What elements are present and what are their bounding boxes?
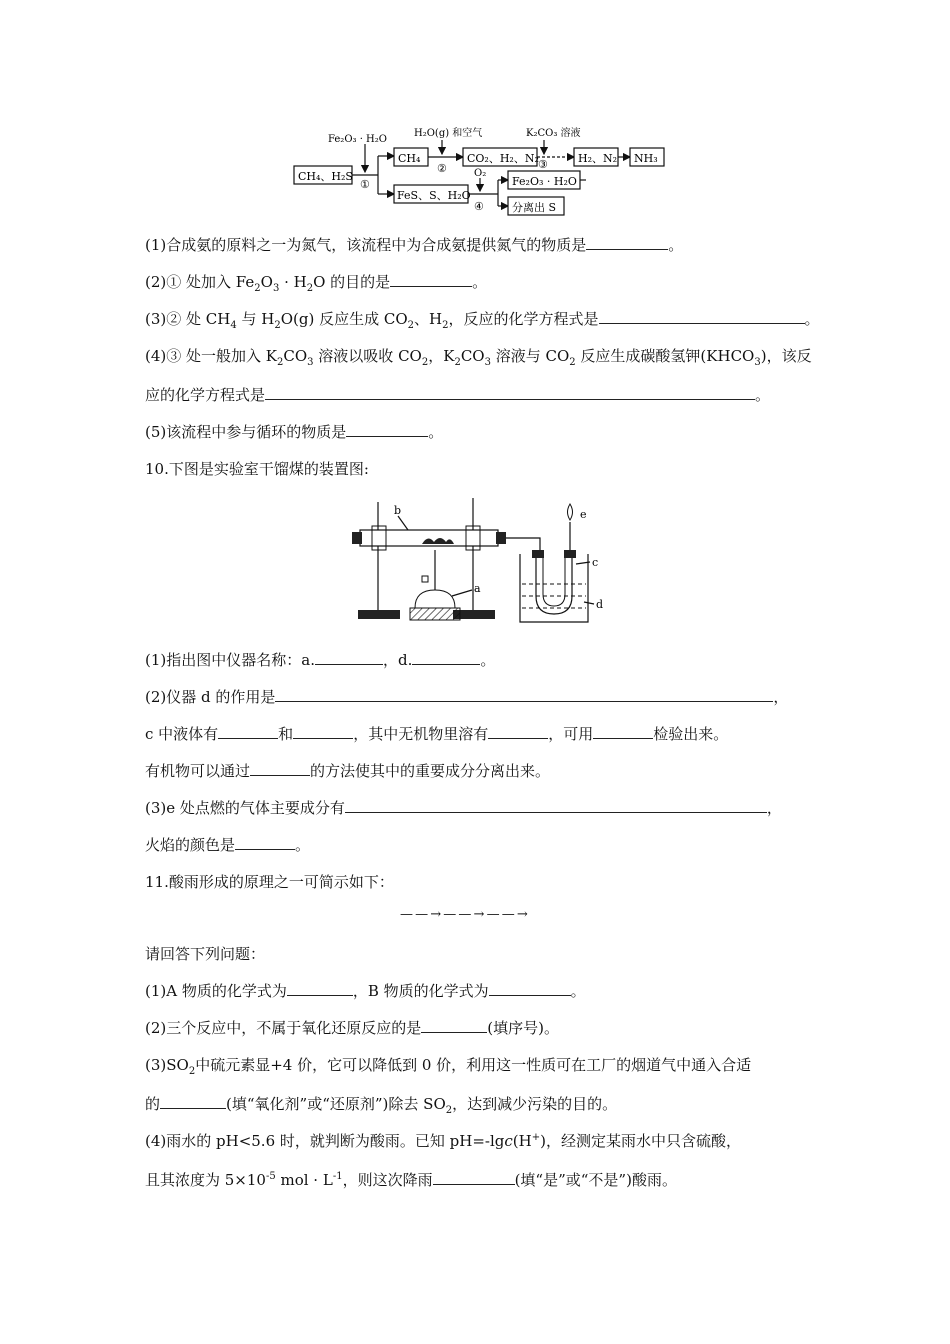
q10-blank-c1[interactable] bbox=[218, 724, 278, 739]
q10-title: 10.下图是实验室干馏煤的装置图: bbox=[145, 460, 369, 478]
flow-reagent-4: O₂ bbox=[474, 168, 487, 179]
q9-part1: (1)合成氨的原料之一为氮气，该流程中为合成氨提供氮气的物质是 。 bbox=[145, 236, 684, 254]
ammonia-flow-diagram bbox=[290, 122, 670, 222]
q11-prompt: 请回答下列问题： bbox=[145, 945, 266, 963]
flow-step-1: ① bbox=[360, 178, 370, 191]
q11-part4-line2: 且其浓度为 $5\times 10^{-5}$ mol · $L^{-1}$，则这次降雨 (填“是”或“不是”)酸雨。 bbox=[145, 1171, 677, 1189]
q10-part2: (2)仪器 d 的作用是 ， bbox=[145, 688, 789, 706]
q10-blank-e2[interactable] bbox=[235, 835, 295, 850]
label-e: e bbox=[580, 508, 587, 521]
q9-part4: (4)③ 处一般加入 $K_2CO_3$ 溶液以吸收 $CO_2$，$K_2CO_3$ 溶液与 $CO_2$ 反应生成碳酸氢钾$(KHCO_3)$，该反 bbox=[145, 347, 812, 368]
flow-box-ch4: CH₄ bbox=[398, 152, 421, 165]
q10-blank-d-function[interactable] bbox=[275, 687, 773, 702]
q11-part4: (4)雨水的 pH<5.6 时，就判断为酸雨。已知 pH=-lgc(H+)，经测定某雨水中只含硫酸， bbox=[145, 1132, 741, 1150]
q11-blank-a[interactable] bbox=[287, 981, 353, 996]
q11-blank-2[interactable] bbox=[421, 1018, 487, 1033]
q9-part5: (5)该流程中参与循环的物质是 。 bbox=[145, 423, 444, 441]
q11-blank-3[interactable] bbox=[160, 1094, 226, 1109]
coal-distillation-apparatus bbox=[340, 492, 620, 632]
q11-blank-b[interactable] bbox=[489, 981, 571, 996]
flow-step-4: ④ bbox=[474, 200, 484, 213]
label-a: a bbox=[474, 582, 481, 595]
label-b: b bbox=[394, 504, 402, 517]
q11-part3: $(3)SO_2$中硫元素显+4 价，它可以降低到 0 价，利用这一性质可在工厂的烟道气中通入合适 bbox=[145, 1056, 752, 1077]
q10-blank-a[interactable] bbox=[315, 650, 383, 665]
flow-box-h2n2: H₂、N₂ bbox=[578, 152, 618, 165]
flow-step-3: ③ bbox=[538, 158, 548, 171]
q10-part2-line2: c 中液体有 和 ，其中无机物里溶有 ，可用 检验出来。 bbox=[145, 725, 729, 743]
flow-reagent-3: K₂CO₃ 溶液 bbox=[526, 128, 581, 139]
q9-blank-5[interactable] bbox=[346, 422, 428, 437]
q11-title: 11.酸雨形成的原理之一可简示如下： bbox=[145, 873, 394, 891]
q11-part1: (1)A 物质的化学式为 ，B 物质的化学式为 。 bbox=[145, 982, 586, 1000]
flow-box-fe2o3: Fe₂O₃ · H₂O bbox=[512, 175, 577, 188]
flow-box-nh3: NH₃ bbox=[634, 152, 658, 165]
q10-part3: (3)e 处点燃的气体主要成分有 ， bbox=[145, 799, 782, 817]
label-c: c bbox=[592, 556, 599, 569]
q11-scheme: — — → — — → — — → bbox=[400, 907, 527, 922]
q10-part1: (1)指出图中仪器名称：a. ，d. 。 bbox=[145, 651, 496, 669]
q10-part3-line2: 火焰的颜色是 。 bbox=[145, 836, 311, 854]
flow-reagent-1: Fe₂O₃ · H₂O bbox=[328, 134, 387, 145]
q9-blank-3[interactable] bbox=[599, 309, 805, 324]
flow-box-sep: 分离出 S bbox=[512, 201, 557, 214]
flow-reagent-2: H₂O(g) 和空气 bbox=[414, 128, 483, 139]
q10-blank-e1[interactable] bbox=[345, 798, 767, 813]
q10-blank-c3[interactable] bbox=[488, 724, 548, 739]
q9-part3: (3)② 处 $CH_4$ 与 $H_2O(g)$ 反应生成 $CO_2$、$H_2$，反应的化学方程式是 。 bbox=[145, 310, 820, 331]
q10-blank-c4[interactable] bbox=[593, 724, 653, 739]
q10-blank-c5[interactable] bbox=[250, 761, 310, 776]
q9-blank-2[interactable] bbox=[390, 272, 472, 287]
q10-part2-line3: 有机物可以通过 的方法使其中的重要成分分离出来。 bbox=[145, 762, 551, 780]
q9-part4-line2: 应的化学方程式是 。 bbox=[145, 386, 771, 404]
q11-part3-line2: 的 (填“氧化剂”或“还原剂”)除去 $SO_2$，达到减少污染的目的。 bbox=[145, 1095, 618, 1116]
q9-part2: (2)① 处加入 $Fe_2O_3 \cdot H_2O$ 的目的是 。 bbox=[145, 273, 488, 294]
q11-blank-4[interactable] bbox=[433, 1170, 515, 1185]
flow-step-2: ② bbox=[437, 162, 447, 175]
label-d: d bbox=[596, 598, 604, 611]
q10-blank-d[interactable] bbox=[412, 650, 480, 665]
q11-part2: (2)三个反应中，不属于氧化还原反应的是 (填序号)。 bbox=[145, 1019, 559, 1037]
q10-blank-c2[interactable] bbox=[293, 724, 353, 739]
flow-box-mix: CO₂、H₂、N₂ bbox=[467, 152, 539, 165]
flow-box-start: CH₄、H₂S bbox=[298, 170, 353, 183]
q9-blank-1[interactable] bbox=[586, 235, 668, 250]
q9-blank-4[interactable] bbox=[265, 385, 755, 400]
flow-box-fes: FeS、S、H₂O bbox=[397, 189, 471, 202]
